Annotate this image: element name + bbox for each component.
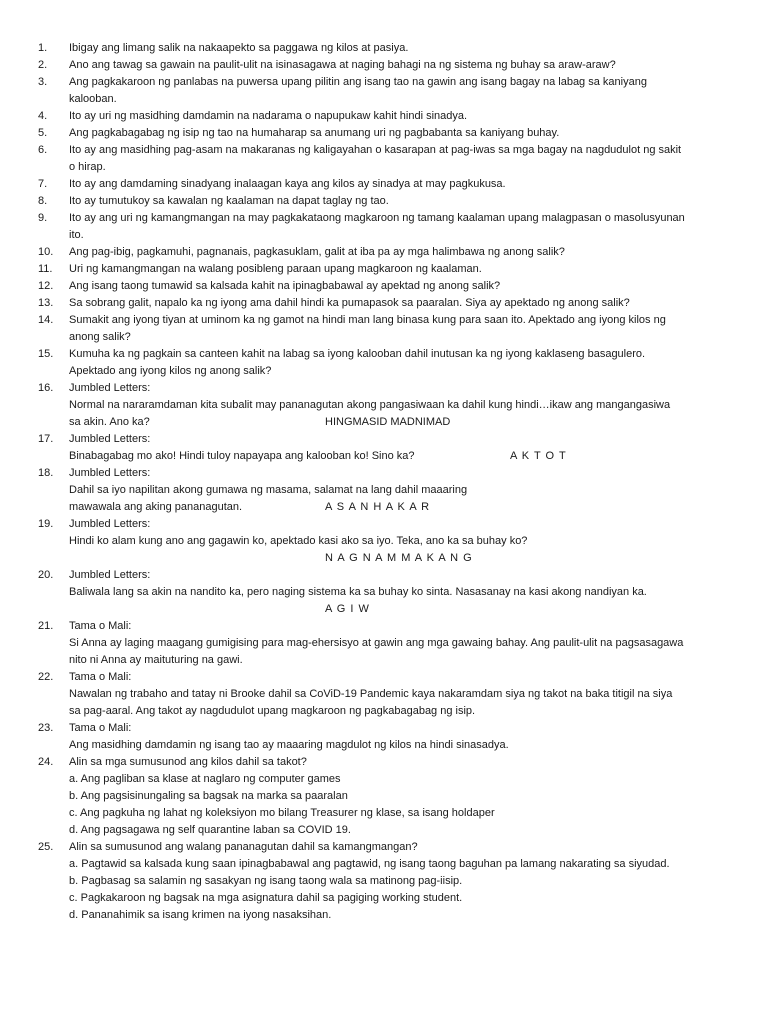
question-item	[0, 74, 768, 108]
question-item	[0, 312, 768, 346]
choice-c: c. Pagkakaroon ng bagsak na mga asignatura dahil sa pagiging working student.	[69, 892, 463, 904]
question-type: Jumbled Letters:	[69, 382, 151, 394]
question-number: 24.	[38, 756, 54, 768]
question-type: Tama o Mali:	[69, 722, 132, 734]
question-text: Ito ay ang uri ng kamangmangan na may pagkakataong magkaroon ng tamang kaalaman upang malagpasan o masolusyunan	[69, 212, 685, 224]
question-text: Baliwala lang sa akin na nandito ka, pero naging sistema ka sa buhay ko sinta. Nasasanay na kasi akong nandiyan ka.	[69, 586, 647, 598]
choice-a: a. Pagtawid sa kalsada kung saan ipinagbabawal ang pagtawid, ng isang taong baguhan pa lamang nakarating sa siyudad.	[69, 858, 670, 870]
choice-c: c. Ang pagkuha ng lahat ng koleksiyon mo bilang Treasurer ng klase, sa isang holdaper	[69, 807, 495, 819]
question-text: Dahil sa iyo napilitan akong gumawa ng masama, salamat na lang dahil maaaring	[69, 484, 468, 496]
question-item	[0, 193, 768, 210]
question-item	[0, 210, 768, 244]
question-number: 10.	[38, 246, 54, 258]
question-number: 15.	[38, 348, 54, 360]
question-text: Ano ang tawag sa gawain na paulit-ulit na isinasagawa at naging bahagi na ng sistema ng buhay sa araw-araw?	[69, 59, 616, 71]
choice-a: a. Ang pagliban sa klase at naglaro ng computer games	[69, 773, 341, 785]
question-item	[0, 108, 768, 125]
jumbled-letters: HINGMASID MADNIMAD	[325, 416, 451, 428]
question-number: 1.	[38, 42, 48, 54]
question-item	[0, 669, 768, 720]
question-item	[0, 244, 768, 261]
question-item	[0, 295, 768, 312]
question-text: Alin sa sumusunod ang walang pananagutan dahil sa kamangmangan?	[69, 841, 418, 853]
question-number: 16.	[38, 382, 54, 394]
question-number: 13.	[38, 297, 54, 309]
question-item	[0, 567, 768, 618]
question-number: 11.	[38, 263, 53, 275]
choice-d: d. Pananahimik sa isang krimen na iyong nasaksihan.	[69, 909, 332, 921]
question-number: 19.	[38, 518, 54, 530]
question-text: Ibigay ang limang salik na nakaapekto sa paggawa ng kilos at pasiya.	[69, 42, 409, 54]
question-text: Sa sobrang galit, napalo ka ng iyong ama dahil hindi ka pumapasok sa paaralan. Siya ay apektado ng anong salik?	[69, 297, 630, 309]
question-item	[0, 346, 768, 380]
question-text: Ang pagkabagabag ng isip ng tao na humaharap sa anumang uri ng pagbabanta sa kaniyang buhay.	[69, 127, 560, 139]
question-text: Nawalan ng trabaho and tatay ni Brooke dahil sa CoViD-19 Pandemic kaya nakaramdam siya ng takot na baka titigil na siya	[69, 688, 673, 700]
question-item	[0, 125, 768, 142]
choice-b: b. Ang pagsisinungaling sa bagsak na marka sa paaralan	[69, 790, 348, 802]
question-item	[0, 278, 768, 295]
question-number: 17.	[38, 433, 54, 445]
question-type: Jumbled Letters:	[69, 518, 151, 530]
question-text: Sumakit ang iyong tiyan at uminom ka ng gamot na hindi man lang binasa kung para saan ito. Apektado ang iyong kilos ng	[69, 314, 666, 326]
question-text-continued: anong salik?	[69, 331, 131, 343]
question-number: 14.	[38, 314, 54, 326]
question-item	[0, 380, 768, 431]
question-number: 8.	[38, 195, 48, 207]
question-item	[0, 142, 768, 176]
question-number: 22.	[38, 671, 54, 683]
question-item	[0, 720, 768, 754]
question-text: Ang pag-ibig, pagkamuhi, pagnanais, pagkasuklam, galit at iba pa ay mga halimbawa ng anong salik?	[69, 246, 565, 258]
question-text: Si Anna ay laging maagang gumigising para mag-ehersisyo at gawin ang mga gawaing bahay. Ang paulit-ulit na pagsasagawa	[69, 637, 684, 649]
question-text: Kumuha ka ng pagkain sa canteen kahit na labag sa iyong kalooban dahil inutusan ka ng iyong kaklaseng basagulero.	[69, 348, 646, 360]
question-text: Ito ay uri ng masidhing damdamin na nadarama o napupukaw kahit hindi sinadya.	[69, 110, 468, 122]
questionnaire-page	[0, 40, 768, 924]
question-item	[0, 57, 768, 74]
question-text: Uri ng kamangmangan na walang posibleng paraan upang magkaroon ng kaalaman.	[69, 263, 482, 275]
question-number: 3.	[38, 76, 48, 88]
jumbled-letters: A G I W	[325, 603, 370, 615]
question-text: Ang isang taong tumawid sa kalsada kahit na ipinagbabawal ay apektad ng anong salik?	[69, 280, 501, 292]
question-type: Jumbled Letters:	[69, 569, 151, 581]
question-number: 21.	[38, 620, 54, 632]
question-text-continued: sa akin. Ano ka?	[69, 416, 150, 428]
question-number: 20.	[38, 569, 54, 581]
question-text-continued: nito ni Anna ay maituturing na gawi.	[69, 654, 243, 666]
question-number: 2.	[38, 59, 48, 71]
question-text-continued: mawawala ang aking pananagutan.	[69, 501, 243, 513]
question-number: 7.	[38, 178, 48, 190]
question-type: Tama o Mali:	[69, 620, 132, 632]
question-item	[0, 431, 768, 465]
question-text: Ang masidhing damdamin ng isang tao ay maaaring magdulot ng kilos na hindi sinasadya.	[69, 739, 509, 751]
question-number: 12.	[38, 280, 54, 292]
choice-d: d. Ang pagsagawa ng self quarantine laban sa COVID 19.	[69, 824, 351, 836]
question-item	[0, 839, 768, 924]
question-text: Ito ay ang damdaming sinadyang inalaagan kaya ang kilos ay sinadya at may pagkukusa.	[69, 178, 506, 190]
question-type: Tama o Mali:	[69, 671, 132, 683]
question-number: 25.	[38, 841, 54, 853]
jumbled-letters: N A G N A M M A K A N G	[325, 552, 473, 564]
question-text-continued: ito.	[69, 229, 84, 241]
question-text: Normal na nararamdaman kita subalit may pananagutan akong pangasiwaan ka dahil kung hindi…ikaw ang mangangasiwa	[69, 399, 671, 411]
question-item	[0, 465, 768, 516]
question-text: Ang pagkakaroon ng panlabas na puwersa upang pilitin ang isang tao na gawin ang isang bagay na labag sa kaniyang	[69, 76, 647, 88]
question-text-continued: o hirap.	[69, 161, 106, 173]
question-text: Binabagabag mo ako! Hindi tuloy napayapa ang kalooban ko! Sino ka?	[69, 450, 415, 462]
question-text-continued: sa pag-aaral. Ang takot ay nagdudulot upang magkaroon ng pagkabagabag ng isip.	[69, 705, 476, 717]
question-text-continued: kalooban.	[69, 93, 117, 105]
question-item	[0, 754, 768, 839]
question-number: 4.	[38, 110, 48, 122]
question-type: Jumbled Letters:	[69, 467, 151, 479]
question-item	[0, 618, 768, 669]
question-text-continued: Apektado ang iyong kilos ng anong salik?	[69, 365, 272, 377]
question-number: 6.	[38, 144, 48, 156]
jumbled-letters: A S A N H A K A R	[325, 501, 431, 513]
question-item	[0, 176, 768, 193]
question-text: Alin sa mga sumusunod ang kilos dahil sa takot?	[69, 756, 307, 768]
question-item	[0, 516, 768, 567]
question-number: 9.	[38, 212, 48, 224]
jumbled-letters: A K T O T	[510, 450, 567, 462]
question-number: 23.	[38, 722, 54, 734]
question-type: Jumbled Letters:	[69, 433, 151, 445]
choice-b: b. Pagbasag sa salamin ng sasakyan ng isang taong wala sa matinong pag-iisip.	[69, 875, 463, 887]
question-text: Ito ay ang masidhing pag-asam na makaranas ng kaligayahan o kasarapan at pag-iwas sa mga bagay na nagdudulot ng sakit	[69, 144, 682, 156]
question-number: 18.	[38, 467, 54, 479]
question-item	[0, 40, 768, 57]
question-number: 5.	[38, 127, 48, 139]
question-item	[0, 261, 768, 278]
question-text: Hindi ko alam kung ano ang gagawin ko, apektado kasi ako sa iyo. Teka, ano ka sa buhay ko?	[69, 535, 528, 547]
question-text: Ito ay tumutukoy sa kawalan ng kaalaman na dapat taglay ng tao.	[69, 195, 389, 207]
